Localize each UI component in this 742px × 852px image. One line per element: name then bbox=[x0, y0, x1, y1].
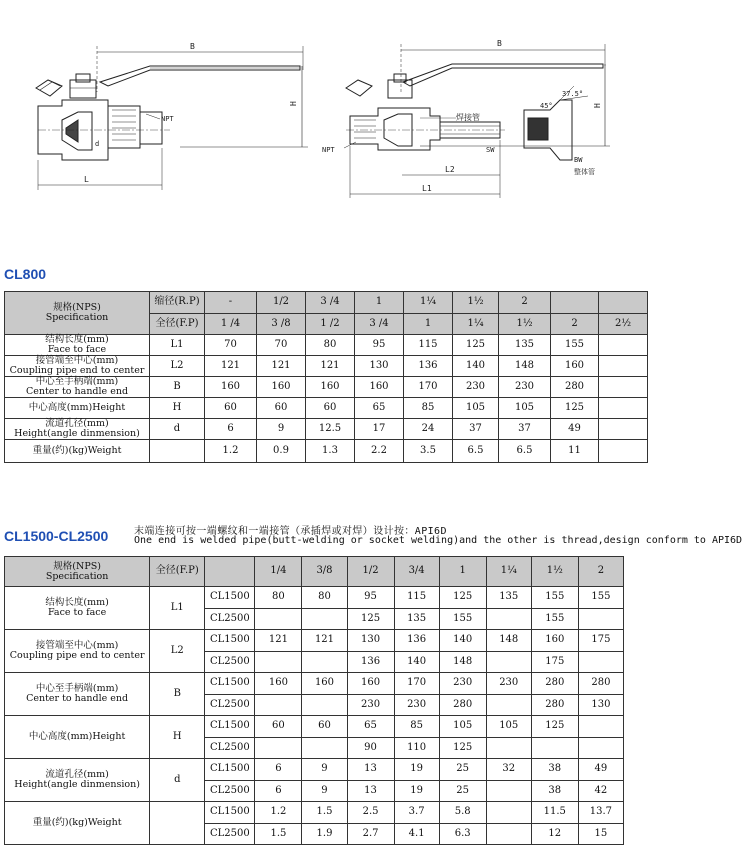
cl800-title: CL800 bbox=[4, 266, 47, 282]
design-note-cn: 末端连接可按一端螺纹和一端接管（承插焊或对焊）设计按：API6D bbox=[134, 526, 447, 537]
value-cell: 9 bbox=[302, 759, 347, 781]
value-cell: 155 bbox=[578, 587, 623, 609]
value-cell: 280 bbox=[578, 673, 623, 695]
mid-dim-b-label: B bbox=[497, 39, 502, 48]
value-cell bbox=[599, 440, 648, 463]
row-label bbox=[5, 335, 150, 356]
full-bore-label: 全径(F.P) bbox=[150, 314, 205, 335]
value-cell: 115 bbox=[404, 335, 453, 356]
reduced-size-7 bbox=[551, 292, 599, 314]
value-cell: 85 bbox=[394, 716, 439, 738]
value-cell: 3.7 bbox=[394, 802, 439, 824]
value-cell: 32 bbox=[486, 759, 531, 781]
value-cell: 60 bbox=[205, 398, 257, 419]
value-cell: 140 bbox=[453, 356, 499, 377]
value-cell: 11.5 bbox=[531, 802, 578, 824]
value-cell: 160 bbox=[205, 377, 257, 398]
full-size-7: 2 bbox=[551, 314, 599, 335]
value-cell bbox=[578, 716, 623, 738]
value-cell: 170 bbox=[394, 673, 439, 695]
value-cell bbox=[302, 695, 347, 716]
spec-header bbox=[5, 292, 150, 335]
value-cell: 11 bbox=[551, 440, 599, 463]
value-cell: 160 bbox=[551, 356, 599, 377]
value-cell: 136 bbox=[394, 630, 439, 652]
row-symbol: B bbox=[150, 377, 205, 398]
value-cell: 19 bbox=[394, 759, 439, 781]
class-label: CL2500 bbox=[205, 695, 255, 716]
value-cell: 160 bbox=[531, 630, 578, 652]
design-note-en: One end is welded pipe(butt-welding or socket welding)and the other is thread,design conform to API6D bbox=[134, 535, 742, 546]
left-valve-drawing bbox=[36, 42, 308, 190]
value-cell: 60 bbox=[255, 716, 302, 738]
value-cell bbox=[599, 335, 648, 356]
value-cell: 37 bbox=[499, 419, 551, 440]
value-cell: 125 bbox=[453, 335, 499, 356]
row-label-line-1: Coupling pipe end to center bbox=[9, 365, 145, 376]
row-label-line-0: 重量(约)(kg)Weight bbox=[32, 445, 122, 456]
value-cell bbox=[578, 652, 623, 673]
value-cell: 105 bbox=[453, 398, 499, 419]
value-cell: 6.5 bbox=[499, 440, 551, 463]
row-symbol bbox=[150, 802, 205, 845]
dim-l2-label: L2 bbox=[445, 165, 455, 174]
bw-detail-drawing bbox=[524, 86, 595, 176]
row-symbol: L1 bbox=[150, 587, 205, 630]
value-cell: 1.2 bbox=[255, 802, 302, 824]
value-cell: 49 bbox=[551, 419, 599, 440]
value-cell bbox=[599, 398, 648, 419]
row-label-line-1: Coupling pipe end to center bbox=[9, 650, 145, 661]
value-cell: 70 bbox=[205, 335, 257, 356]
value-cell: 135 bbox=[486, 587, 531, 609]
size-0: 1/4 bbox=[255, 557, 302, 587]
row-label bbox=[5, 419, 150, 440]
value-cell: 230 bbox=[439, 673, 486, 695]
row-label bbox=[5, 673, 150, 716]
technical-drawings bbox=[0, 0, 670, 210]
row-label-line-0: 流道孔径(mm) bbox=[45, 418, 109, 429]
value-cell: 80 bbox=[302, 587, 347, 609]
value-cell: 6.5 bbox=[453, 440, 499, 463]
value-cell: 2.2 bbox=[355, 440, 404, 463]
value-cell bbox=[486, 695, 531, 716]
value-cell: 175 bbox=[531, 652, 578, 673]
row-symbol: d bbox=[150, 759, 205, 802]
reduced-bore-label: 缩径(R.P) bbox=[150, 292, 205, 314]
value-cell: 6 bbox=[205, 419, 257, 440]
row-label bbox=[5, 587, 150, 630]
value-cell: 2.5 bbox=[347, 802, 394, 824]
row-symbol: L1 bbox=[150, 335, 205, 356]
class-label: CL1500 bbox=[205, 587, 255, 609]
dim-h-label: H bbox=[289, 101, 298, 106]
value-cell bbox=[578, 609, 623, 630]
value-cell: 155 bbox=[551, 335, 599, 356]
value-cell: 230 bbox=[347, 695, 394, 716]
value-cell: 136 bbox=[347, 652, 394, 673]
value-cell: 170 bbox=[404, 377, 453, 398]
value-cell bbox=[255, 695, 302, 716]
row-label-line-0: 流道孔径(mm) bbox=[45, 769, 109, 780]
spec-header bbox=[5, 557, 150, 587]
class-label: CL1500 bbox=[205, 802, 255, 824]
class-label: CL2500 bbox=[205, 781, 255, 802]
row-label-line-0: 接管端至中心(mm) bbox=[35, 640, 119, 651]
value-cell: 12 bbox=[531, 824, 578, 845]
value-cell bbox=[302, 609, 347, 630]
value-cell: 95 bbox=[355, 335, 404, 356]
reduced-size-8 bbox=[599, 292, 648, 314]
value-cell: 65 bbox=[347, 716, 394, 738]
value-cell: 230 bbox=[486, 673, 531, 695]
table-row bbox=[5, 377, 648, 398]
value-cell: 5.8 bbox=[439, 802, 486, 824]
value-cell: 280 bbox=[551, 377, 599, 398]
value-cell: 148 bbox=[486, 630, 531, 652]
angle-45-label: 45° bbox=[540, 102, 553, 110]
value-cell bbox=[486, 802, 531, 824]
value-cell: 9 bbox=[257, 419, 306, 440]
row-label-line-1: Height(angle dinmension) bbox=[14, 428, 140, 439]
value-cell: 2.7 bbox=[347, 824, 394, 845]
class-label: CL2500 bbox=[205, 652, 255, 673]
full-size-1: 3 /8 bbox=[257, 314, 306, 335]
value-cell: 160 bbox=[355, 377, 404, 398]
row-label bbox=[5, 356, 150, 377]
spec-header-line-1: Specification bbox=[45, 570, 109, 582]
full-size-6: 1½ bbox=[499, 314, 551, 335]
table-row bbox=[5, 716, 624, 738]
value-cell: 115 bbox=[394, 587, 439, 609]
row-label-line-0: 接管端至中心(mm) bbox=[35, 355, 119, 366]
row-label bbox=[5, 377, 150, 398]
row-label-line-0: 重量(约)(kg)Weight bbox=[32, 817, 122, 828]
full-size-5: 1¼ bbox=[453, 314, 499, 335]
value-cell: 125 bbox=[439, 738, 486, 759]
value-cell: 60 bbox=[302, 716, 347, 738]
value-cell: 135 bbox=[499, 335, 551, 356]
value-cell: 6 bbox=[255, 781, 302, 802]
value-cell: 37 bbox=[453, 419, 499, 440]
row-label-line-0: 中心高度(mm)Height bbox=[28, 402, 126, 413]
mid-npt-label: NPT bbox=[322, 146, 335, 154]
value-cell: 125 bbox=[551, 398, 599, 419]
value-cell bbox=[486, 738, 531, 759]
value-cell bbox=[578, 738, 623, 759]
value-cell: 60 bbox=[306, 398, 355, 419]
table-row bbox=[5, 356, 648, 377]
table-row bbox=[5, 335, 648, 356]
row-label bbox=[5, 716, 150, 759]
value-cell: 15 bbox=[578, 824, 623, 845]
dim-d-label: d bbox=[95, 140, 100, 148]
value-cell: 95 bbox=[347, 587, 394, 609]
dim-b-label: B bbox=[190, 42, 195, 51]
reduced-size-0: - bbox=[205, 292, 257, 314]
size-1: 3/8 bbox=[302, 557, 347, 587]
spec-header-line-0: 规格(NPS) bbox=[53, 560, 101, 572]
value-cell: 1.5 bbox=[302, 802, 347, 824]
row-label bbox=[5, 398, 150, 419]
welded-pipe-label: 焊接管 bbox=[456, 113, 480, 122]
value-cell: 85 bbox=[404, 398, 453, 419]
value-cell: 9 bbox=[302, 781, 347, 802]
bw-label: BW bbox=[574, 156, 583, 164]
value-cell: 121 bbox=[257, 356, 306, 377]
value-cell bbox=[486, 609, 531, 630]
row-symbol: H bbox=[150, 398, 205, 419]
value-cell: 12.5 bbox=[306, 419, 355, 440]
reduced-size-1: 1/2 bbox=[257, 292, 306, 314]
value-cell bbox=[486, 652, 531, 673]
value-cell: 175 bbox=[578, 630, 623, 652]
cl800-table bbox=[4, 291, 648, 463]
full-bore-label: 全径(F.P) bbox=[150, 557, 205, 587]
class-col-header bbox=[205, 557, 255, 587]
value-cell: 140 bbox=[439, 630, 486, 652]
row-label bbox=[5, 630, 150, 673]
value-cell: 280 bbox=[439, 695, 486, 716]
value-cell bbox=[255, 652, 302, 673]
value-cell: 90 bbox=[347, 738, 394, 759]
value-cell bbox=[486, 781, 531, 802]
value-cell: 13 bbox=[347, 781, 394, 802]
cl1500-table bbox=[4, 556, 624, 845]
spec-header-line-1: Specification bbox=[45, 312, 109, 323]
value-cell: 130 bbox=[355, 356, 404, 377]
value-cell: 19 bbox=[394, 781, 439, 802]
value-cell: 155 bbox=[531, 609, 578, 630]
value-cell: 230 bbox=[499, 377, 551, 398]
value-cell: 6 bbox=[255, 759, 302, 781]
value-cell: 155 bbox=[531, 587, 578, 609]
table-row bbox=[5, 802, 624, 824]
row-label-line-1: Center to handle end bbox=[26, 693, 129, 704]
value-cell: 13.7 bbox=[578, 802, 623, 824]
value-cell: 121 bbox=[205, 356, 257, 377]
value-cell: 105 bbox=[486, 716, 531, 738]
row-label-line-0: 中心至手柄端(mm) bbox=[35, 376, 119, 387]
value-cell: 25 bbox=[439, 759, 486, 781]
reduced-size-5: 1½ bbox=[453, 292, 499, 314]
reduced-size-2: 3 /4 bbox=[306, 292, 355, 314]
value-cell: 130 bbox=[347, 630, 394, 652]
value-cell: 49 bbox=[578, 759, 623, 781]
value-cell: 70 bbox=[257, 335, 306, 356]
value-cell: 0.9 bbox=[257, 440, 306, 463]
value-cell: 125 bbox=[531, 716, 578, 738]
value-cell: 3.5 bbox=[404, 440, 453, 463]
value-cell: 135 bbox=[394, 609, 439, 630]
value-cell: 65 bbox=[355, 398, 404, 419]
value-cell: 38 bbox=[531, 781, 578, 802]
value-cell: 160 bbox=[255, 673, 302, 695]
value-cell: 1.5 bbox=[255, 824, 302, 845]
row-label-line-0: 中心至手柄端(mm) bbox=[35, 683, 119, 694]
reduced-size-4: 1¼ bbox=[404, 292, 453, 314]
row-label-line-0: 结构长度(mm) bbox=[45, 597, 109, 608]
value-cell: 60 bbox=[257, 398, 306, 419]
row-label bbox=[5, 802, 150, 845]
value-cell: 38 bbox=[531, 759, 578, 781]
value-cell: 1.9 bbox=[302, 824, 347, 845]
bw-desc-label: 整体管 bbox=[574, 168, 595, 176]
value-cell: 105 bbox=[439, 716, 486, 738]
value-cell: 6.3 bbox=[439, 824, 486, 845]
full-size-4: 1 bbox=[404, 314, 453, 335]
value-cell: 280 bbox=[531, 673, 578, 695]
value-cell: 25 bbox=[439, 781, 486, 802]
full-size-0: 1 /4 bbox=[205, 314, 257, 335]
value-cell bbox=[302, 652, 347, 673]
value-cell: 160 bbox=[347, 673, 394, 695]
size-3: 3/4 bbox=[394, 557, 439, 587]
class-label: CL2500 bbox=[205, 609, 255, 630]
value-cell: 230 bbox=[453, 377, 499, 398]
value-cell: 13 bbox=[347, 759, 394, 781]
table-row bbox=[5, 673, 624, 695]
value-cell: 80 bbox=[255, 587, 302, 609]
size-5: 1¼ bbox=[486, 557, 531, 587]
value-cell: 160 bbox=[306, 377, 355, 398]
value-cell: 121 bbox=[255, 630, 302, 652]
angle-375-label: 37.5° bbox=[562, 90, 584, 98]
reduced-size-6: 2 bbox=[499, 292, 551, 314]
value-cell: 130 bbox=[578, 695, 623, 716]
value-cell: 4.1 bbox=[394, 824, 439, 845]
row-symbol: B bbox=[150, 673, 205, 716]
mid-dim-h-label: H bbox=[593, 103, 602, 108]
middle-valve-drawing bbox=[322, 39, 610, 198]
table-row bbox=[5, 419, 648, 440]
value-cell: 148 bbox=[439, 652, 486, 673]
table-row bbox=[5, 587, 624, 609]
sw-label: SW bbox=[486, 146, 495, 154]
value-cell: 160 bbox=[302, 673, 347, 695]
value-cell: 160 bbox=[257, 377, 306, 398]
table-row bbox=[5, 398, 648, 419]
value-cell: 1.2 bbox=[205, 440, 257, 463]
row-label-line-1: Height(angle dinmension) bbox=[14, 779, 140, 790]
class-label: CL2500 bbox=[205, 824, 255, 845]
value-cell: 24 bbox=[404, 419, 453, 440]
size-6: 1½ bbox=[531, 557, 578, 587]
full-size-8: 2½ bbox=[599, 314, 648, 335]
value-cell bbox=[302, 738, 347, 759]
size-2: 1/2 bbox=[347, 557, 394, 587]
row-symbol: d bbox=[150, 419, 205, 440]
value-cell bbox=[486, 824, 531, 845]
full-size-3: 3 /4 bbox=[355, 314, 404, 335]
table-row bbox=[5, 759, 624, 781]
size-4: 1 bbox=[439, 557, 486, 587]
class-label: CL1500 bbox=[205, 630, 255, 652]
value-cell bbox=[599, 377, 648, 398]
class-label: CL2500 bbox=[205, 738, 255, 759]
value-cell: 105 bbox=[499, 398, 551, 419]
value-cell: 17 bbox=[355, 419, 404, 440]
row-label-line-1: Face to face bbox=[47, 344, 107, 355]
value-cell: 121 bbox=[302, 630, 347, 652]
value-cell bbox=[599, 356, 648, 377]
value-cell: 1.3 bbox=[306, 440, 355, 463]
value-cell: 125 bbox=[347, 609, 394, 630]
row-label-line-0: 中心高度(mm)Height bbox=[28, 731, 126, 742]
value-cell: 230 bbox=[394, 695, 439, 716]
spec-header-line-0: 规格(NPS) bbox=[53, 302, 101, 313]
value-cell: 136 bbox=[404, 356, 453, 377]
class-label: CL1500 bbox=[205, 716, 255, 738]
row-symbol: L2 bbox=[150, 356, 205, 377]
row-symbol: L2 bbox=[150, 630, 205, 673]
table-row bbox=[5, 630, 624, 652]
reduced-size-3: 1 bbox=[355, 292, 404, 314]
row-label-line-0: 结构长度(mm) bbox=[45, 334, 109, 345]
value-cell bbox=[255, 609, 302, 630]
value-cell: 148 bbox=[499, 356, 551, 377]
row-symbol bbox=[150, 440, 205, 463]
row-symbol: H bbox=[150, 716, 205, 759]
full-size-2: 1 /2 bbox=[306, 314, 355, 335]
class-label: CL1500 bbox=[205, 673, 255, 695]
value-cell: 110 bbox=[394, 738, 439, 759]
row-label-line-1: Face to face bbox=[47, 607, 107, 618]
value-cell bbox=[531, 738, 578, 759]
value-cell bbox=[255, 738, 302, 759]
table-row bbox=[5, 440, 648, 463]
value-cell: 80 bbox=[306, 335, 355, 356]
value-cell: 155 bbox=[439, 609, 486, 630]
class-label: CL1500 bbox=[205, 759, 255, 781]
value-cell: 42 bbox=[578, 781, 623, 802]
row-label bbox=[5, 440, 150, 463]
dim-l-label: L bbox=[84, 175, 89, 184]
npt-label: NPT bbox=[161, 115, 174, 123]
size-7: 2 bbox=[578, 557, 623, 587]
value-cell: 125 bbox=[439, 587, 486, 609]
row-label-line-1: Center to handle end bbox=[25, 386, 129, 397]
value-cell: 121 bbox=[306, 356, 355, 377]
row-label bbox=[5, 759, 150, 802]
value-cell: 280 bbox=[531, 695, 578, 716]
value-cell: 140 bbox=[394, 652, 439, 673]
value-cell bbox=[599, 419, 648, 440]
cl1500-title: CL1500-CL2500 bbox=[4, 528, 109, 544]
dim-l1-label: L1 bbox=[422, 184, 432, 193]
